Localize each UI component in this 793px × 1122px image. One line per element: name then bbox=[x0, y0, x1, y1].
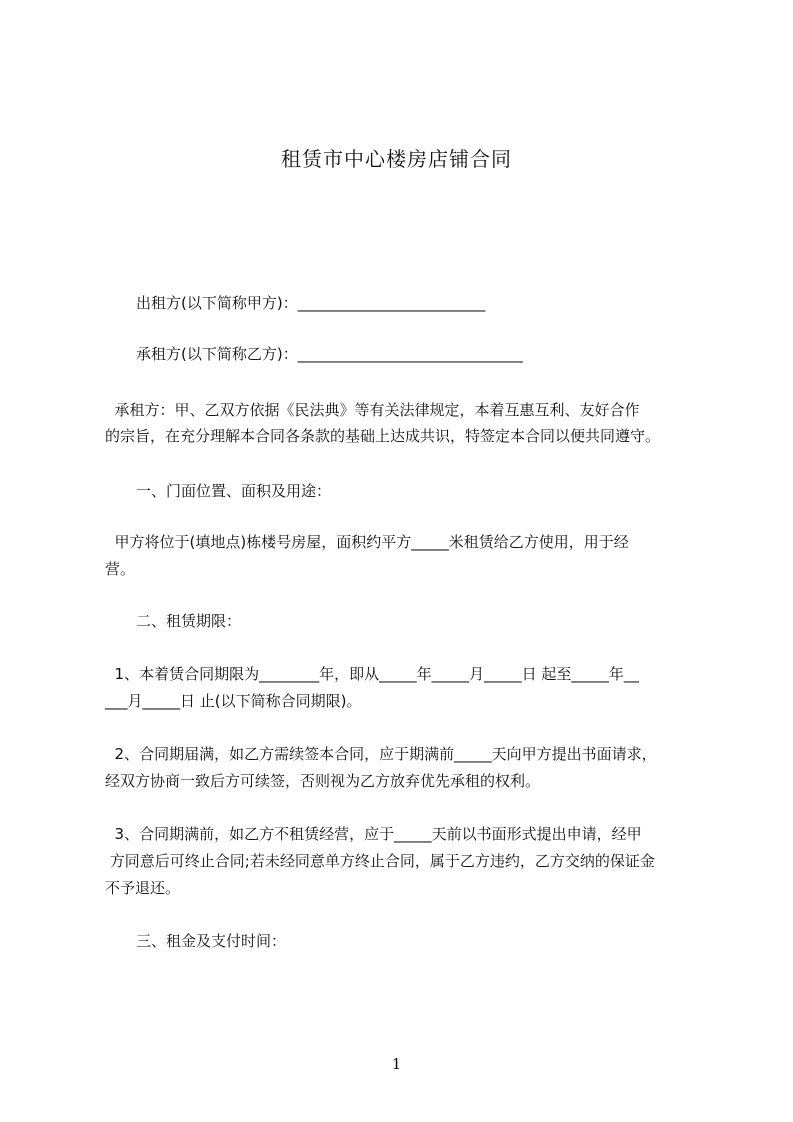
clause2-line-2: 经双方协商一致后方可续签，否则视为乙方放弃优先承租的权利。 bbox=[105, 772, 541, 790]
section2-heading: 二、租赁期限： bbox=[136, 612, 242, 630]
clause1-line-1: 1、本着赁合同期限为________年，即从_____年_____月_____日 起至_____年__ bbox=[105, 665, 639, 683]
page-number: 1 bbox=[391, 1055, 402, 1073]
lessor-line: 出租方(以下简称甲方)：_________________________ bbox=[136, 294, 486, 312]
intro-line-1: 承租方：甲、乙双方依据《民法典》等有关法律规定，本着互惠互利、友好合作 bbox=[105, 401, 640, 419]
section1-heading: 一、门面位置、面积及用途： bbox=[136, 482, 332, 500]
section1-line-2: 营。 bbox=[105, 560, 136, 578]
clause1-line-2: ___月_____日 止(以下简称合同期限)。 bbox=[105, 692, 362, 710]
document-title: 租赁市中心楼房店铺合同 bbox=[281, 147, 512, 171]
section1-line-1: 甲方将位于(填地点)栋楼号房屋，面积约平方_____米租赁给乙方使用，用于经 bbox=[105, 533, 629, 551]
clause3-line-2: 方同意后可终止合同;若未经同意单方终止合同，属于乙方违约，乙方交纳的保证金 bbox=[105, 852, 655, 870]
clause3-line-1: 3、合同期满前，如乙方不租赁经营，应于_____天前以书面形式提出申请，经甲 bbox=[105, 825, 642, 843]
section3-heading: 三、租金及支付时间： bbox=[136, 932, 287, 950]
intro-line-2: 的宗旨，在充分理解本合同各条款的基础上达成共识，特签定本合同以便共同遵守。 bbox=[105, 427, 661, 445]
clause2-line-1: 2、合同期届满，如乙方需续签本合同，应于期满前_____天向甲方提出书面请求， bbox=[105, 745, 657, 763]
lessee-line: 承租方(以下简称乙方)：______________________________ bbox=[136, 345, 523, 363]
clause3-line-3: 不予退还。 bbox=[105, 879, 181, 897]
